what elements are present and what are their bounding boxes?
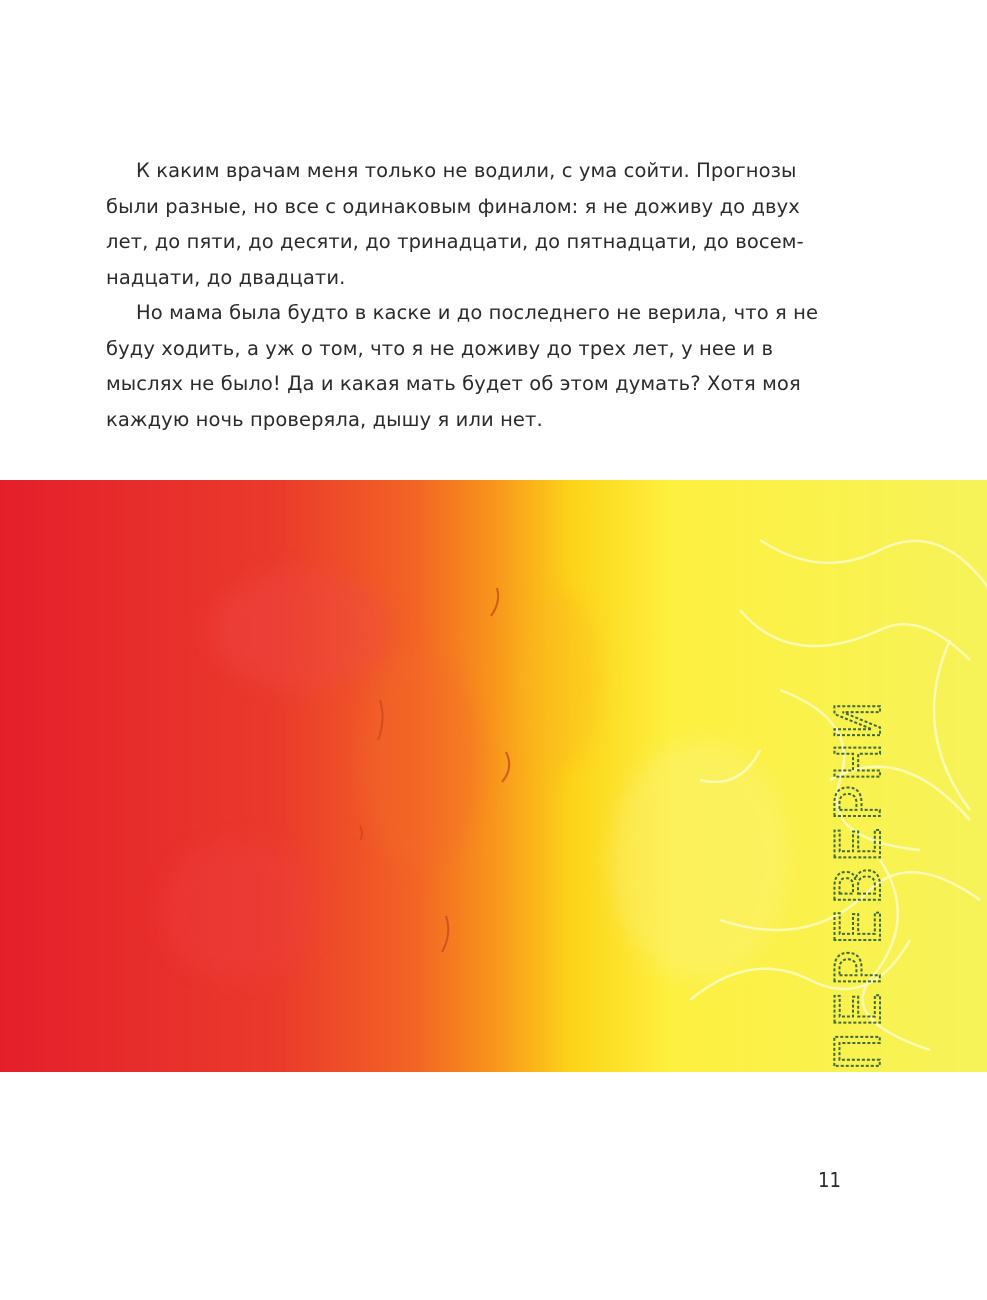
page-number: 11 (818, 1168, 841, 1192)
paragraph-2: Но мама была будто в каске и до последнего не верила, что я не буду ходить, а уж о том, что я не доживу до трех лет, у нее и в мыслях не было! Да и какая мать будет об этом думать? Хотя моя каждую ночь проверяла, дышу я или нет. (106, 301, 819, 431)
body-text (106, 153, 846, 437)
turn-over-label: ПЕРЕВЕРНИ (822, 698, 895, 1070)
watercolor-illustration (0, 480, 987, 1072)
paragraph-1: К каким врачам меня только не водили, с ума сойти. Прогнозы были разные, но все с одинаковым финалом: я не доживу до двух лет, до пяти, до десяти, до тринадцати, до пятнадцати, до восем-надцати, до двадцати. (106, 159, 804, 289)
